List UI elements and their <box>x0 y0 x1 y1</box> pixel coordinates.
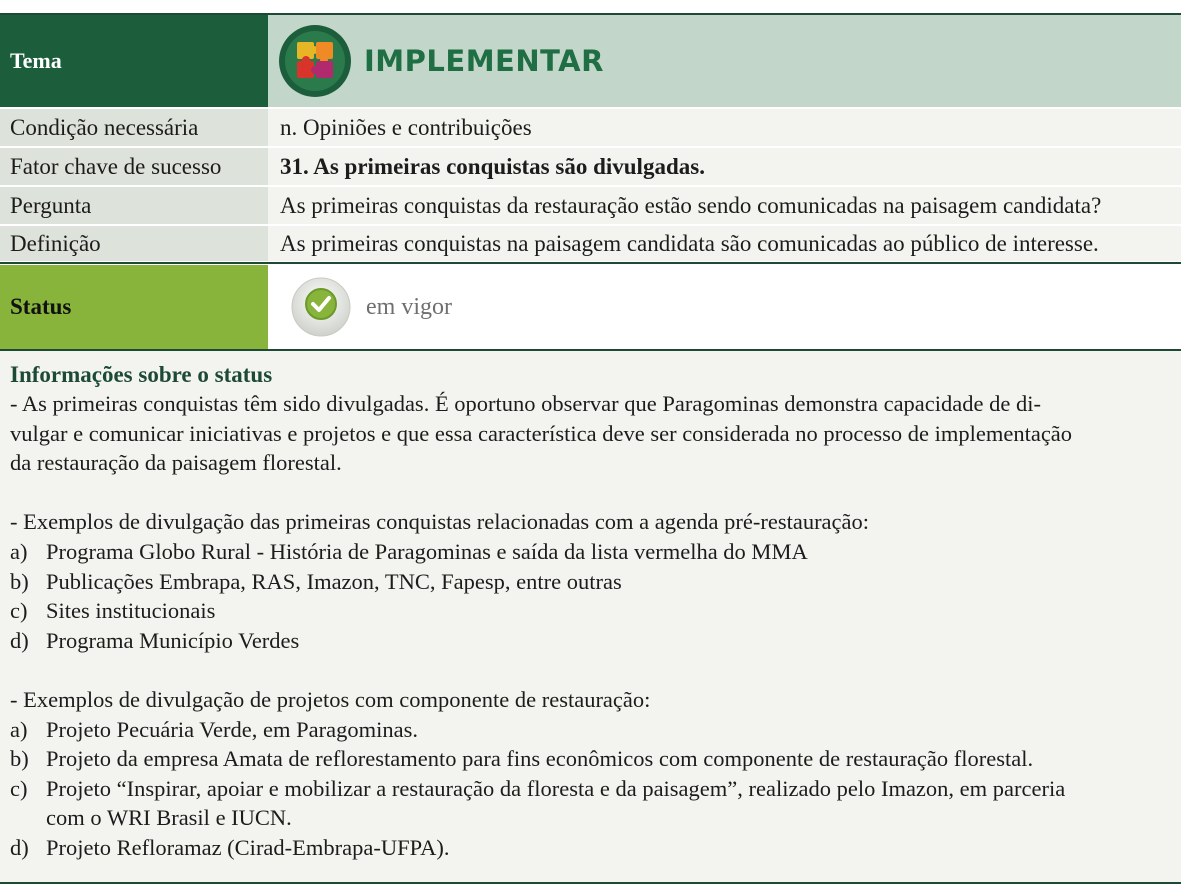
list-marker: b) <box>10 568 29 594</box>
list-item <box>10 774 1173 833</box>
list-item <box>10 567 1173 597</box>
tema-label: Tema <box>0 15 268 107</box>
pergunta-row <box>0 187 1181 224</box>
list2-intro: - Exemplos de divulgação de projetos com componente de restauração: <box>10 686 651 712</box>
list-item <box>10 596 1173 626</box>
list-marker: d) <box>10 834 29 860</box>
status-value-cell <box>268 265 1181 349</box>
list-text: Programa Globo Rural - História de Paragominas e saída da lista vermelha do MMA <box>46 538 808 564</box>
tema-row <box>0 15 1181 107</box>
spacer <box>10 478 1173 508</box>
list-marker: a) <box>10 538 28 564</box>
pergunta-value: As primeiras conquistas da restauração estão sendo comunicadas na paisagem candidata? <box>268 187 1181 224</box>
tema-value-cell <box>268 15 1181 107</box>
definicao-value: As primeiras conquistas na paisagem candidata são comunicadas ao público de interesse. <box>268 226 1181 261</box>
list-marker: d) <box>10 627 29 653</box>
condicao-row <box>0 109 1181 146</box>
info-para-line: vulgar e comunicar iniciativas e projetos e que essa característica deve ser considerada no processo de implementação <box>10 420 1073 446</box>
list-marker: c) <box>10 598 28 624</box>
list-text <box>46 774 1173 833</box>
bottom-rule <box>0 882 1181 884</box>
list-text: Publicações Embrapa, RAS, Imazon, TNC, Fapesp, entre outras <box>46 568 622 594</box>
status-value: em vigor <box>366 293 452 320</box>
list-text: Projeto da empresa Amata de reflorestamento para fins econômicos com componente de restauração florestal. <box>46 746 1034 772</box>
definicao-row <box>0 226 1181 261</box>
tema-value: IMPLEMENTAR <box>364 44 604 78</box>
spacer <box>10 655 1173 685</box>
list-item <box>10 626 1173 656</box>
list-text-line: Projeto “Inspirar, apoiar e mobilizar a restauração da floresta e da paisagem”, realizado pelo Imazon, em parceria <box>46 775 1066 801</box>
condicao-value: n. Opiniões e contribuições <box>268 109 1181 146</box>
list-text: Projeto Pecuária Verde, em Paragominas. <box>46 716 418 742</box>
fator-value: 31. As primeiras conquistas são divulgadas. <box>268 148 1181 185</box>
list-item <box>10 744 1173 774</box>
info-title: Informações sobre o status <box>10 362 273 387</box>
info-para-line: - As primeiras conquistas têm sido divulgadas. É oportuno observar que Paragominas demonstra capacidade de di- <box>10 391 1041 416</box>
pergunta-label: Pergunta <box>0 187 268 224</box>
fator-row <box>0 148 1181 185</box>
status-label: Status <box>0 265 268 349</box>
list-marker: c) <box>10 775 28 801</box>
list-marker: b) <box>10 746 29 772</box>
list-marker: a) <box>10 716 28 742</box>
definicao-label: Definição <box>0 226 268 261</box>
check-circle-icon <box>290 276 352 338</box>
status-row <box>0 265 1181 349</box>
list1-intro: - Exemplos de divulgação das primeiras conquistas relacionadas com a agenda pré-restauração: <box>10 509 870 535</box>
puzzle-icon <box>278 24 352 98</box>
condicao-label: Condição necessária <box>0 109 268 146</box>
status-top-rule <box>0 262 1181 264</box>
status-info-section <box>0 351 1181 882</box>
list-text-line: com o WRI Brasil e IUCN. <box>46 805 292 831</box>
list-text: Sites institucionais <box>46 598 216 624</box>
list-item <box>10 833 1173 863</box>
list-item <box>10 537 1173 567</box>
fator-label: Fator chave de sucesso <box>0 148 268 185</box>
info-para-line: da restauração da paisagem florestal. <box>10 450 342 476</box>
list-text: Programa Município Verdes <box>46 627 300 653</box>
list-item <box>10 715 1173 745</box>
list-text: Projeto Refloramaz (Cirad-Embrapa-UFPA). <box>46 834 450 860</box>
